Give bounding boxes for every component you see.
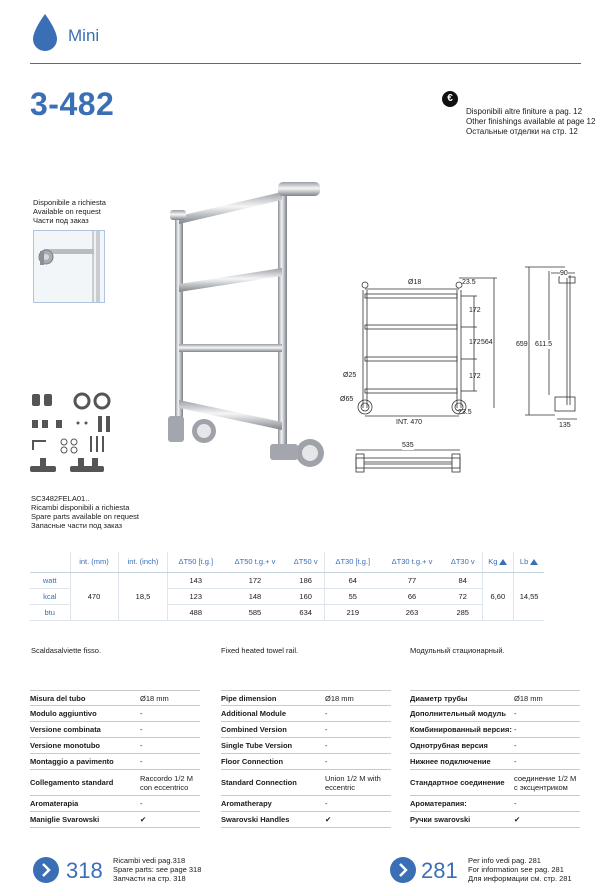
col-int-inch: int. (inch): [118, 552, 168, 572]
finishes-note: Disponibili altre finiture a pag. 12 Other finishings available at page 12 Остальные отделки на стр. 12: [466, 107, 596, 136]
property-value: -: [325, 709, 328, 718]
col-dt30-tg: ΔT30 [t.g.]: [325, 552, 380, 572]
lb-value: 14,55: [514, 572, 544, 620]
property-row: [221, 690, 391, 706]
col-int-mm: int. (mm): [70, 552, 118, 572]
dim-535: 535: [402, 442, 414, 449]
property-value: -: [514, 709, 517, 718]
property-value: -: [514, 757, 517, 766]
on-request-detail-image: [33, 230, 105, 303]
dim-flange-65: Ø65: [340, 396, 354, 403]
property-key: Versione monotubo: [30, 741, 101, 750]
spare-parts-link-button[interactable]: [33, 857, 59, 883]
dim-659: 659: [516, 341, 528, 348]
info-link-button[interactable]: [390, 857, 416, 883]
property-key: Комбинированный версия:: [410, 725, 512, 734]
int-inch-value: 18,5: [118, 572, 168, 620]
property-key: Стандартное соединение: [410, 778, 505, 787]
col-dt50: ΔT50 v: [287, 552, 325, 572]
product-code: 3-482: [30, 86, 115, 122]
property-value: -: [514, 741, 517, 750]
property-key: Однотрубная версия: [410, 741, 488, 750]
property-value: Ø18 mm: [140, 693, 169, 703]
property-key: Maniglie Svarowski: [30, 815, 100, 824]
spare-parts-note: SC3482FELA01.. Ricambi disponibili a richiesta Spare parts available on request Запасные части под заказ: [31, 494, 139, 530]
property-row: [30, 738, 200, 754]
property-key: Versione combinata: [30, 725, 101, 734]
property-key: Диаметр трубы: [410, 693, 468, 703]
property-row: [410, 770, 580, 796]
dropdown-v-icon: v: [428, 557, 433, 567]
property-value: -: [140, 725, 143, 734]
col-kg: Kg: [482, 552, 514, 572]
property-row: [221, 770, 391, 796]
property-key: Misura del tubo: [30, 693, 86, 703]
col-lb: Lb: [514, 552, 544, 572]
property-key: Modulo aggiuntivo: [30, 709, 97, 718]
property-value: -: [325, 725, 328, 734]
dim-offset-bottom: 23.5: [458, 409, 472, 416]
property-value: -: [140, 709, 143, 718]
property-value: -: [140, 799, 143, 808]
dim-interaxis: INT. 470: [396, 419, 423, 426]
technical-drawing-side: [515, 265, 585, 435]
property-key: Collegamento standard: [30, 778, 114, 787]
dim-135: 135: [559, 422, 571, 429]
property-value: Ø18 mm: [325, 693, 354, 703]
property-value: ✔: [140, 815, 147, 824]
property-row: [221, 754, 391, 770]
weight-icon: [499, 559, 507, 565]
technical-drawing-top: [350, 440, 465, 476]
dim-564: 564: [481, 339, 493, 346]
property-row: [30, 796, 200, 812]
info-footer-note: Per info vedi pag. 281 For information see pag. 281 Для информации см. стр. 281: [468, 856, 572, 883]
col-dt30: ΔT30 v: [444, 552, 482, 572]
property-row: [221, 706, 391, 722]
chevron-right-icon: [33, 857, 59, 883]
property-key: Дополнительный модуль: [410, 709, 506, 718]
property-key: Pipe dimension: [221, 693, 277, 703]
property-row: [410, 690, 580, 706]
water-drop-icon: [30, 12, 60, 52]
description-it: Scaldasalviette fisso.: [31, 646, 102, 655]
property-value: ✔: [514, 815, 521, 824]
category-title: Mini: [68, 26, 100, 45]
property-row: [30, 722, 200, 738]
properties-ru: [410, 690, 580, 828]
property-value: -: [140, 757, 143, 766]
property-value: Raccordo 1/2 M con eccentrico: [140, 773, 193, 792]
property-value: -: [514, 799, 517, 808]
property-value: -: [140, 741, 143, 750]
property-row: [410, 812, 580, 828]
property-row: [30, 690, 200, 706]
col-dt30-tg-plus: ΔT30 t.g.+ v: [380, 552, 444, 572]
header-divider: [30, 63, 581, 64]
property-row: [410, 796, 580, 812]
property-row: [221, 722, 391, 738]
property-key: Ароматерапия:: [410, 799, 467, 808]
property-row: [30, 770, 200, 796]
property-value: Union 1/2 M with eccentric: [325, 773, 381, 792]
property-key: Нижнее подключение: [410, 757, 491, 766]
dropdown-v-icon: v: [313, 557, 318, 567]
property-value: Ø18 mm: [514, 693, 543, 703]
spare-parts-page-number[interactable]: 318: [66, 858, 103, 883]
property-value: -: [325, 741, 328, 750]
property-key: Single Tube Version: [221, 741, 293, 750]
property-row: [410, 738, 580, 754]
towel-rail-photo: [160, 176, 335, 476]
dim-tube-25: Ø25: [343, 372, 357, 379]
col-dt50-tg-plus: ΔT50 t.g.+ v: [223, 552, 287, 572]
description-en: Fixed heated towel rail.: [221, 646, 299, 655]
property-row: [410, 706, 580, 722]
property-key: Additional Module: [221, 709, 286, 718]
property-key: Montaggio a pavimento: [30, 757, 114, 766]
dim-172-c: 172: [469, 373, 481, 380]
dim-172-b: 172: [469, 339, 481, 346]
property-key: Combined Version: [221, 725, 287, 734]
property-row: [30, 706, 200, 722]
property-row: [30, 812, 200, 828]
dim-611: 611.5: [535, 341, 552, 348]
dim-diameter: Ø18: [408, 279, 422, 286]
dropdown-v-icon: v: [271, 557, 276, 567]
euro-badge-icon: €: [442, 91, 458, 107]
kg-value: 6,60: [482, 572, 514, 620]
table-row: watt 470 18,5 143 172 186 64 77 84 6,60 14,55: [30, 572, 544, 588]
table-row: kcal 123 148 160 55 66 72: [30, 588, 544, 604]
property-key: Floor Connection: [221, 757, 284, 766]
dim-offset-top: 23.5: [462, 279, 476, 286]
dim-172-a: 172: [469, 307, 481, 314]
properties-en: [221, 690, 391, 828]
on-request-note: Disponibile a richiesta Available on request Части под заказ: [33, 198, 106, 225]
property-value: -: [325, 757, 328, 766]
info-page-number[interactable]: 281: [421, 858, 458, 883]
col-dt50-tg: ΔT50 [t.g.]: [168, 552, 223, 572]
property-key: Swarovski Handles: [221, 815, 290, 824]
description-ru: Модульный стационарный.: [410, 646, 505, 655]
dropdown-v-icon: v: [470, 557, 475, 567]
property-row: [221, 796, 391, 812]
int-mm-value: 470: [70, 572, 118, 620]
property-value: соединение 1/2 M с эксцентриком: [514, 773, 577, 792]
spare-parts-footer-note: Ricambi vedi pag.318 Spare parts: see page 318 Запчасти на стр. 318: [113, 856, 202, 883]
property-value: -: [325, 799, 328, 808]
property-key: Ручки swarovski: [410, 815, 471, 824]
chevron-right-icon: [390, 857, 416, 883]
properties-it: [30, 690, 200, 828]
property-row: [410, 754, 580, 770]
property-key: Aromatherapy: [221, 799, 272, 808]
spare-parts-icons: [30, 392, 120, 484]
property-row: [30, 754, 200, 770]
property-key: Standard Connection: [221, 778, 297, 787]
dim-90: 90: [560, 270, 568, 277]
property-row: [221, 812, 391, 828]
thermal-output-table: [30, 552, 544, 621]
property-row: [221, 738, 391, 754]
property-key: Aromaterapia: [30, 799, 79, 808]
technical-drawing-front: [340, 270, 500, 440]
property-value: ✔: [325, 815, 332, 824]
property-row: [410, 722, 580, 738]
property-value: -: [514, 725, 517, 734]
table-row: btu 488 585 634 219 263 285: [30, 604, 544, 620]
weight-icon: [530, 559, 538, 565]
